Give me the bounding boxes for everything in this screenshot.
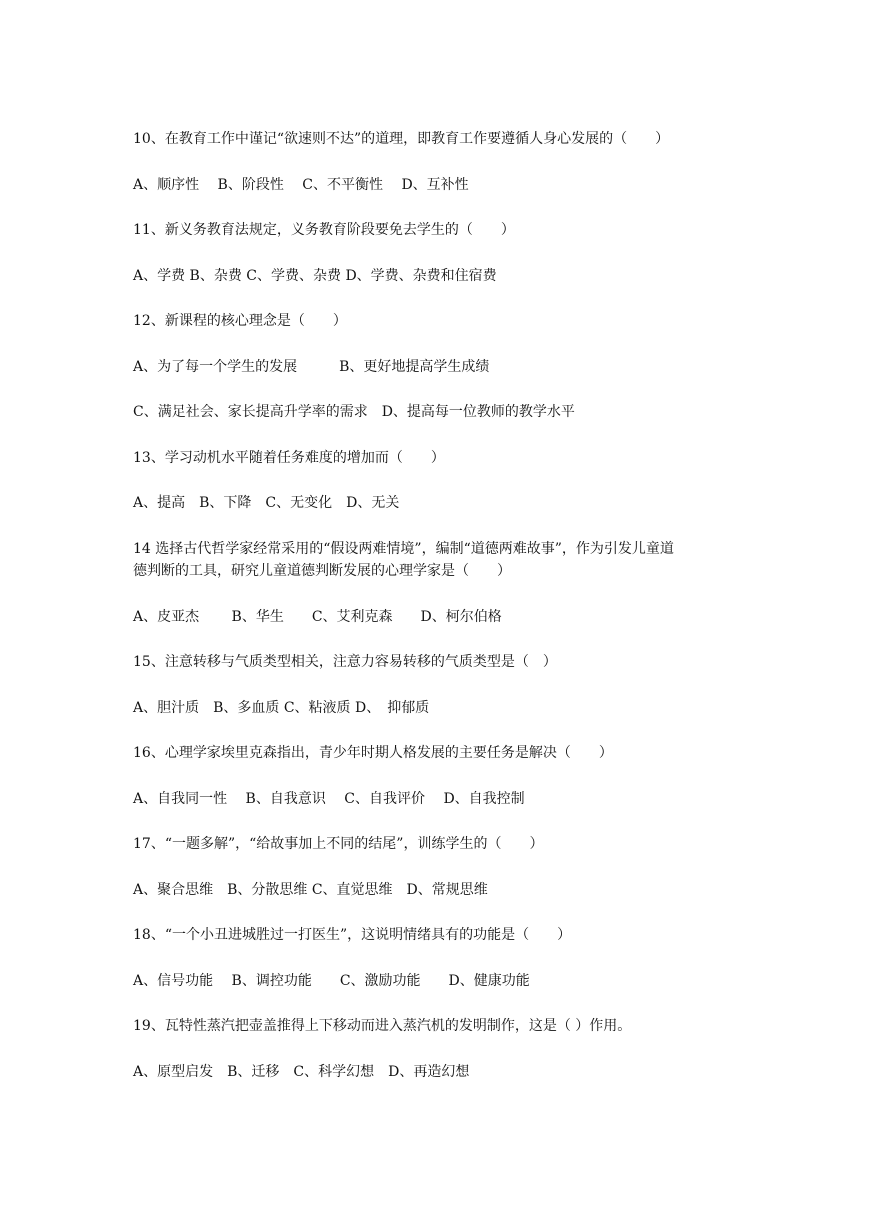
question-19: 19、瓦特性蒸汽把壶盖推得上下移动而进入蒸汽机的发明制作，这是（ ）作用。: [133, 1018, 632, 1034]
question-12: 12、新课程的核心理念是（ ）: [133, 313, 347, 329]
question-14-line-2: 德判断的工具，研究儿童道德判断发展的心理学家是（ ）: [133, 563, 511, 579]
question-15: 15、注意转移与气质类型相关，注意力容易转移的气质类型是（ ）: [133, 654, 557, 670]
question-17-options: A、聚合思维 B、分散思维 C、直觉思维 D、常规思维: [133, 882, 488, 898]
question-12-options-ab: A、为了每一个学生的发展 B、更好地提高学生成绩: [133, 359, 490, 375]
question-12-options-cd: C、满足社会、家长提高升学率的需求 D、提高每一位教师的教学水平: [133, 404, 575, 420]
question-16-options: A、自我同一性 B、自我意识 C、自我评价 D、自我控制: [133, 791, 525, 807]
question-19-options: A、原型启发 B、迁移 C、科学幻想 D、再造幻想: [133, 1064, 470, 1080]
question-10: 10、在教育工作中谨记“欲速则不达”的道理，即教育工作要遵循人身心发展的（ ）: [133, 131, 670, 147]
question-11-options: A、学费 B、杂费 C、学费、杂费 D、学费、杂费和住宿费: [133, 268, 497, 284]
question-14-line-1: 14 选择古代哲学家经常采用的“假设两难情境”，编制“道德两难故事”，作为引发儿童道: [133, 541, 674, 557]
question-18: 18、“一个小丑进城胜过一打医生”，这说明情绪具有的功能是（ ）: [133, 927, 572, 943]
question-13: 13、学习动机水平随着任务难度的增加而（ ）: [133, 450, 445, 466]
question-11: 11、新义务教育法规定，义务教育阶段要免去学生的（ ）: [133, 222, 515, 238]
question-17: 17、“一题多解”，“给故事加上不同的结尾”，训练学生的（ ）: [133, 836, 544, 852]
question-18-options: A、信号功能 B、调控功能 C、激励功能 D、健康功能: [133, 973, 530, 989]
question-16: 16、心理学家埃里克森指出，青少年时期人格发展的主要任务是解决（ ）: [133, 745, 613, 761]
question-14-options: A、皮亚杰 B、华生 C、艾利克森 D、柯尔伯格: [133, 609, 502, 625]
question-13-options: A、提高 B、下降 C、无变化 D、无关: [133, 495, 400, 511]
question-15-options: A、胆汁质 B、多血质 C、粘液质 D、 抑郁质: [133, 700, 430, 716]
question-10-options: A、顺序性 B、阶段性 C、不平衡性 D、互补性: [133, 177, 469, 193]
